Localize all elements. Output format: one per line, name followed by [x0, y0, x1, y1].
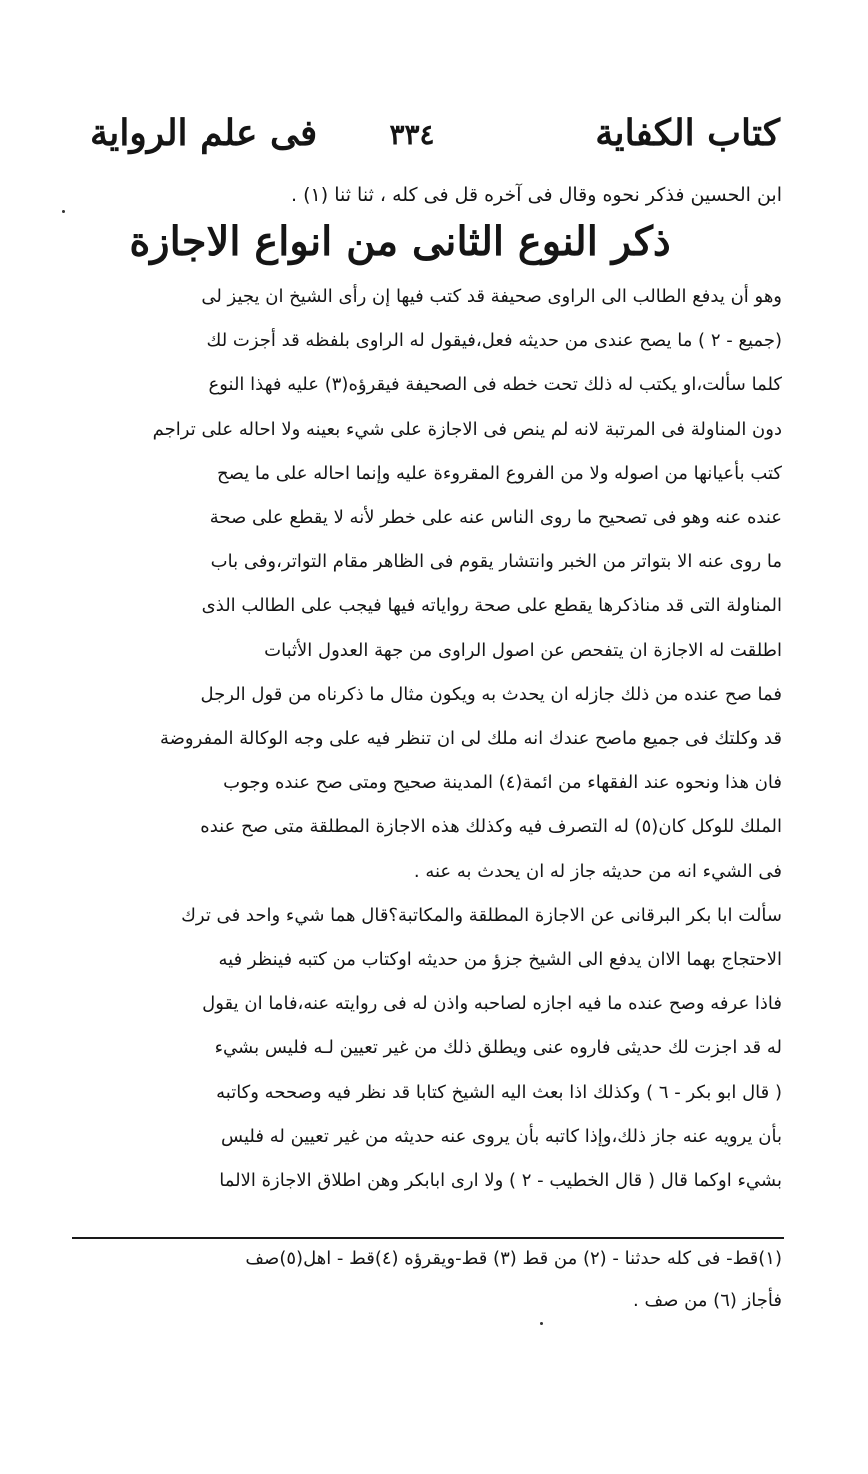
- text-line: المناولة التى قد مناذكرها يقطع على صحة رواياته فيها فيجب على الطالب الذى: [201, 595, 782, 617]
- text-line: وهو أن يدفع الطالب الى الراوى صحيفة قد كتب فيها إن رأى الشيخ ان يجيز لى: [201, 286, 782, 307]
- footnotes: [70, 1248, 782, 1338]
- text-line: فان هذا ونحوه عند الفقهاء من ائمة(٤) المدينة صحيح ومتى صح عنده وجوب: [223, 772, 782, 794]
- text-line: بشيء اوكما قال ( قال الخطيب - ٢ ) ولا ارى ابابكر وهن اطلاق الاجازة الالما: [219, 1170, 782, 1191]
- section-heading: ذكر النوع الثانى من انواع الاجازة: [129, 218, 671, 265]
- text-line: عنده عنه وهو فى تصحيح ما روى الناس عنه على خطر لأنه لا يقطع على صحة: [209, 507, 782, 528]
- footnote-line: فأجاز (٦) من صف .: [633, 1290, 782, 1311]
- page-number: ٣٣٤: [389, 118, 435, 151]
- text-line: الاحتجاج بهما الاان يدفع الى الشيخ جزؤ من حديثه اوكتاب من كتبه فينظر فيه: [218, 949, 782, 970]
- text-line: سألت ابا بكر البرقانى عن الاجازة المطلقة والمكاتبة؟قال هما شيء واحد فى ترك: [181, 904, 782, 926]
- text-line: فما صح عنده من ذلك جازله ان يحدث به ويكون مثال ما ذكرناه من قول الرجل: [200, 683, 782, 705]
- footnote-line: (١)قط- فى كله حدثنا - (٢) من قط (٣) قط-ويقرؤه (٤)قط - اهل(٥)صف: [245, 1248, 782, 1269]
- running-header: [90, 112, 780, 172]
- print-speck: [62, 210, 65, 213]
- text-line: اطلقت له الاجازة ان يتفحص عن اصول الراوى من جهة العدول الأثبات: [264, 639, 782, 661]
- intro-paragraph: [70, 180, 782, 220]
- book-title: كتاب الكفاية: [595, 112, 780, 154]
- text-line: فاذا عرفه وصح عنده ما فيه اجازه لصاحبه واذن له فى روايته عنه،فاما ان يقول: [202, 993, 782, 1015]
- print-speck: [540, 1322, 543, 1325]
- intro-line: ابن الحسين فذكر نحوه وقال فى آخره قل فى كله ، ثنا ثنا (١) .: [291, 184, 782, 206]
- footnote-divider: [72, 1237, 784, 1239]
- text-line: كلما سألت،او يكتب له ذلك تحت خطه فى الصحيفة فيقرؤه(٣) عليه فهذا النوع: [208, 374, 782, 396]
- text-line: ما روى عنه الا بتواتر من الخبر وانتشار يقوم فى الظاهر مقام التواتر،وفى باب: [210, 551, 782, 573]
- text-line: فى الشيء انه من حديثه جاز له ان يحدث به عنه .: [413, 860, 782, 882]
- text-line: له قد اجزت لك حديثى فاروه عنى ويطلق ذلك من غير تعيين لـه فليس بشيء: [214, 1037, 782, 1059]
- book-subtitle: فى علم الرواية: [90, 112, 318, 154]
- text-line: بأن يرويه عنه جاز ذلك،وإذا كاتبه بأن يروى عنه حديثه من غير تعيين له فليس: [221, 1125, 782, 1147]
- text-line: الملك للوكل كان(٥) له التصرف فيه وكذلك هذه الاجازة المطلقة متى صح عنده: [200, 816, 782, 838]
- main-text: [70, 286, 782, 1226]
- text-line: دون المناولة فى المرتبة لانه لم ينص فى الاجازة على شيء بعينه ولا احاله على تراجم: [152, 418, 782, 440]
- text-line: كتب بأعيانها من اصوله ولا من الفروع المقروءة عليه وإنما احاله على ما يصح: [216, 462, 782, 484]
- text-line: ( قال ابو بكر - ٦ ) وكذلك اذا بعث اليه الشيخ كتابا قد نظر فيه وصححه وكاتبه: [216, 1081, 782, 1103]
- text-line: (جميع - ٢ ) ما يصح عندى من حديثه فعل،فيقول له الراوى بلفظه قد أجزت لك: [206, 330, 782, 352]
- text-line: قد وكلتك فى جميع ماصح عندك انه ملك لى ان تنظر فيه على وجه الوكالة المفروضة: [159, 728, 782, 749]
